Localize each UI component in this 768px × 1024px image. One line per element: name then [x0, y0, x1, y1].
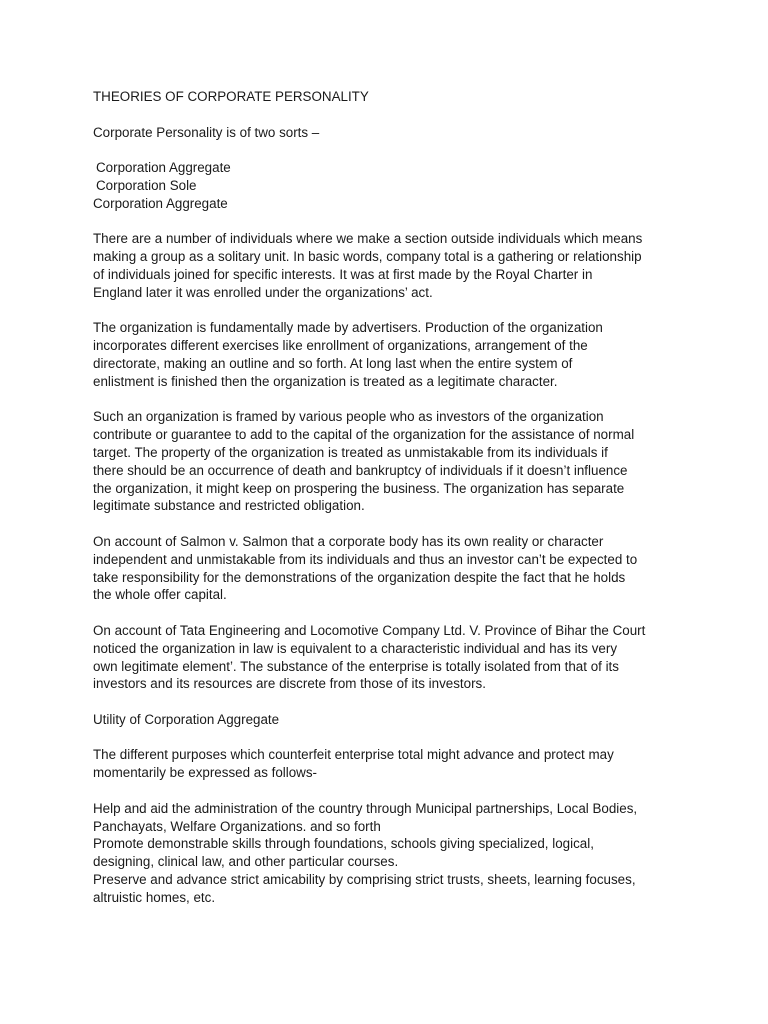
utility-item-line: designing, clinical law, and other particular courses.	[93, 854, 399, 870]
document-title	[93, 88, 693, 106]
utility-item-line: Preserve and advance strict amicability by comprising strict trusts, sheets, learning focuses,	[93, 872, 636, 888]
paragraph-line: take responsibility for the demonstrations of the organization despite the fact that he holds	[93, 569, 626, 585]
paragraph-line: England later it was enrolled under the organizations’ act.	[93, 284, 433, 300]
paragraph-line: the whole offer capital.	[93, 587, 227, 603]
paragraph-line: contribute or guarantee to add to the capital of the organization for the assistance of normal	[93, 427, 635, 443]
paragraph-line: investors and its resources are discrete from those of its investors.	[93, 676, 486, 692]
paragraph-line: There are a number of individuals where we make a section outside individuals which means	[93, 231, 643, 247]
paragraph-line: On account of Salmon v. Salmon that a corporate body has its own reality or character	[93, 533, 604, 549]
sort-item-sole: Corporation Sole	[96, 177, 197, 193]
paragraph-line: The organization is fundamentally made by advertisers. Production of the organization	[93, 320, 603, 336]
paragraph-line: directorate, making an outline and so forth. At long last when the entire system of	[93, 355, 573, 371]
paragraph-2	[93, 319, 693, 390]
section-heading	[93, 195, 693, 213]
utility-item-line: altruistic homes, etc.	[93, 889, 216, 905]
paragraph-line: enlistment is finished then the organization is treated as a legitimate character.	[93, 373, 558, 389]
utility-list	[93, 800, 693, 907]
sort-item-aggregate: Corporation Aggregate	[96, 160, 231, 176]
paragraph-5	[93, 622, 693, 693]
section-heading-text: Corporation Aggregate	[93, 195, 228, 211]
paragraph-line: there should be an occurrence of death and bankruptcy of individuals if it doesn’t influence	[93, 462, 628, 478]
paragraph-line: incorporates different exercises like enrollment of organizations, arrangement of the	[93, 338, 588, 354]
utility-item-line: Help and aid the administration of the country through Municipal partnerships, Local Bodies,	[93, 800, 638, 816]
paragraph-1	[93, 230, 693, 301]
paragraph-line: the organization, it might keep on prospering the business. The organization has separate	[93, 480, 625, 496]
document-body	[93, 88, 693, 907]
paragraph-line: On account of Tata Engineering and Locomotive Company Ltd. V. Province of Bihar the Court	[93, 622, 646, 638]
utility-intro	[93, 746, 693, 782]
paragraph-line: target. The property of the organization is treated as unmistakable from its individuals if	[93, 444, 608, 460]
paragraph-line: momentarily be expressed as follows-	[93, 765, 318, 781]
paragraph-line: of individuals joined for specific interests. It was at first made by the Royal Charter in	[93, 266, 593, 282]
paragraph-line: own legitimate element’. The substance of the enterprise is totally isolated from that of its	[93, 658, 619, 674]
paragraph-line: noticed the organization in law is equivalent to a characteristic individual and has its very	[93, 640, 618, 656]
paragraph-line: legitimate substance and restricted obligation.	[93, 498, 365, 514]
utility-heading	[93, 711, 693, 729]
paragraph-4	[93, 533, 693, 604]
utility-heading-text: Utility of Corporation Aggregate	[93, 711, 280, 727]
title-text: THEORIES OF CORPORATE PERSONALITY	[93, 89, 369, 104]
intro-line	[93, 124, 693, 142]
utility-item-line: Panchayats, Welfare Organizations. and so forth	[93, 818, 381, 834]
paragraph-line: The different purposes which counterfeit enterprise total might advance and protect may	[93, 747, 614, 763]
sorts-list	[93, 159, 693, 195]
paragraph-line: Such an organization is framed by various people who as investors of the organization	[93, 409, 604, 425]
utility-item-line: Promote demonstrable skills through foundations, schools giving specialized, logical,	[93, 836, 594, 852]
paragraph-line: independent and unmistakable from its individuals and thus an investor can’t be expected to	[93, 551, 638, 567]
paragraph-line: making a group as a solitary unit. In basic words, company total is a gathering or relationship	[93, 249, 642, 265]
intro-text: Corporate Personality is of two sorts –	[93, 124, 320, 140]
paragraph-3	[93, 408, 693, 515]
